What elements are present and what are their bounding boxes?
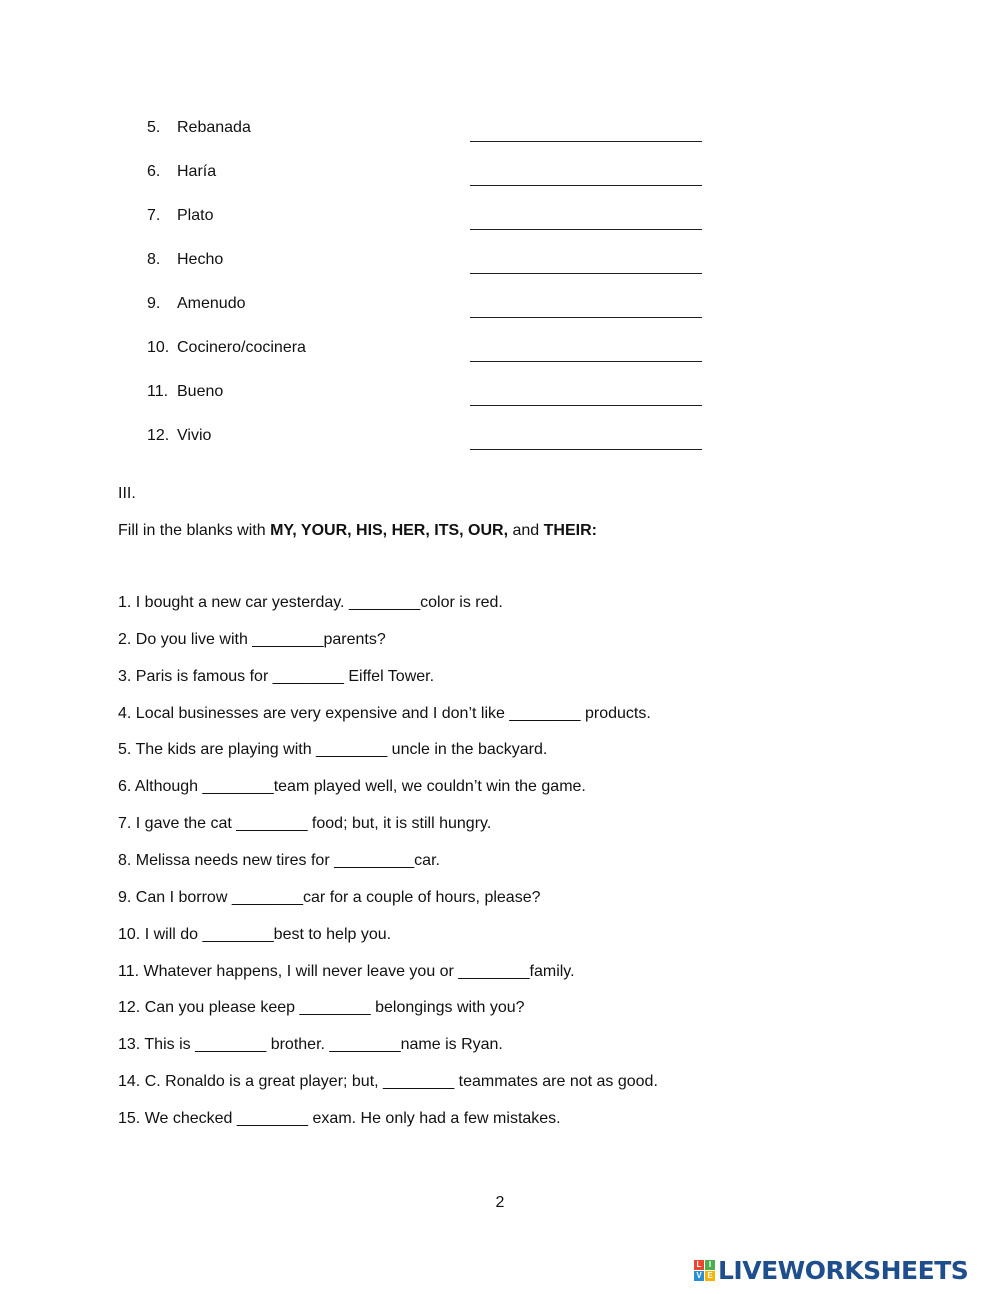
vocabulary-number: 5. (147, 119, 161, 136)
page-number: 2 (495, 1194, 505, 1211)
fill-blank-sentence[interactable]: 2. Do you live with ________parents? (118, 630, 386, 648)
vocabulary-answer-field[interactable] (470, 427, 702, 450)
fill-blank-sentence[interactable]: 10. I will do ________best to help you. (118, 925, 392, 943)
vocabulary-word: Bueno (177, 383, 224, 400)
fill-blank-sentence[interactable]: 13. This is ________ brother. ________name is Ryan. (118, 1036, 503, 1054)
liveworksheets-logo (694, 1256, 968, 1284)
vocabulary-answer-field[interactable] (470, 295, 702, 318)
vocabulary-item (147, 339, 707, 363)
logo-mark-square: L (694, 1260, 704, 1270)
fill-blank-sentence[interactable]: 8. Melissa needs new tires for _________car. (118, 851, 440, 869)
vocabulary-answer-field[interactable] (470, 251, 702, 274)
vocabulary-item (147, 295, 707, 319)
instruction-and: and (508, 522, 544, 539)
logo-mark-icon (694, 1260, 715, 1281)
vocabulary-number: 12. (147, 427, 170, 444)
vocabulary-number: 10. (147, 339, 170, 356)
vocabulary-number: 11. (147, 383, 169, 400)
fill-blank-sentence[interactable]: 15. We checked ________ exam. He only had a few mistakes. (118, 1109, 561, 1127)
vocabulary-number: 7. (147, 207, 161, 224)
vocabulary-item (147, 119, 707, 143)
vocabulary-item (147, 383, 707, 407)
vocabulary-number: 9. (147, 295, 161, 312)
vocabulary-answer-field[interactable] (470, 383, 702, 406)
logo-mark-square: V (694, 1271, 704, 1281)
fill-blank-sentence[interactable]: 7. I gave the cat ________ food; but, it is still hungry. (118, 815, 492, 833)
fill-blank-sentence[interactable]: 3. Paris is famous for ________ Eiffel Tower. (118, 667, 435, 685)
vocabulary-item (147, 163, 707, 187)
fill-blank-sentence[interactable]: 4. Local businesses are very expensive and I don’t like ________ products. (118, 704, 651, 722)
vocabulary-answer-field[interactable] (470, 339, 702, 362)
vocabulary-number: 8. (147, 251, 161, 268)
vocabulary-number: 6. (147, 163, 161, 180)
vocabulary-word: Haría (177, 163, 217, 180)
vocabulary-word: Plato (177, 207, 214, 224)
vocabulary-word: Cocinero/cocinera (177, 339, 306, 356)
logo-mark-square: E (705, 1271, 715, 1281)
vocabulary-item (147, 251, 707, 275)
vocabulary-answer-field[interactable] (470, 119, 702, 142)
vocabulary-answer-field[interactable] (470, 163, 702, 186)
vocabulary-word: Amenudo (177, 295, 246, 312)
logo-text: LIVEWORKSHEETS (718, 1255, 969, 1285)
vocabulary-word: Rebanada (177, 119, 251, 136)
section-label: III. (118, 485, 136, 502)
vocabulary-word: Vivio (177, 427, 212, 444)
fill-blank-sentence[interactable]: 1. I bought a new car yesterday. ________color is red. (118, 594, 503, 611)
instruction-prefix: Fill in the blanks with (118, 522, 271, 539)
fill-blank-sentence[interactable]: 14. C. Ronaldo is a great player; but, ________ teammates are not as good. (118, 1073, 658, 1091)
fill-blank-sentence[interactable]: 5. The kids are playing with ________ uncle in the backyard. (118, 741, 548, 759)
vocabulary-item (147, 427, 707, 451)
fill-blank-sentence[interactable]: 9. Can I borrow ________car for a couple of hours, please? (118, 888, 541, 906)
vocabulary-word: Hecho (177, 251, 224, 268)
fill-blank-sentence[interactable]: 12. Can you please keep ________ belongings with you? (118, 999, 525, 1017)
fill-blank-sentence[interactable]: 6. Although ________team played well, we couldn’t win the game. (118, 778, 586, 796)
instruction-last: THEIR: (543, 522, 597, 539)
instructions (118, 522, 597, 540)
logo-mark-square: I (705, 1260, 715, 1270)
instruction-words: MY, YOUR, HIS, HER, ITS, OUR, (270, 522, 509, 539)
fill-blank-sentence[interactable]: 11. Whatever happens, I will never leave you or ________family. (118, 962, 575, 980)
vocabulary-answer-field[interactable] (470, 207, 702, 230)
vocabulary-item (147, 207, 707, 231)
